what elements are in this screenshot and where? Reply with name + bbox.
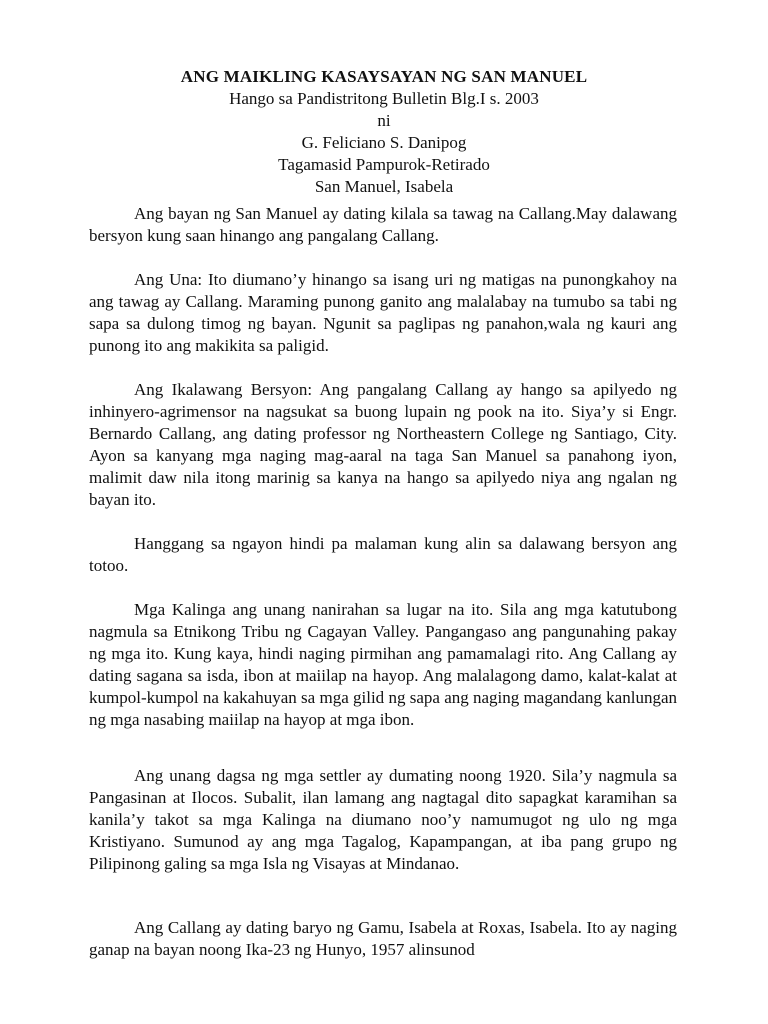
document-body xyxy=(89,203,677,961)
paragraph-7: Ang Callang ay dating baryo ng Gamu, Isabela at Roxas, Isabela. Ito ay naging ganap na bayan noong Ika-23 ng Hunyo, 1957 alinsunod xyxy=(89,918,677,959)
author-name: G. Feliciano S. Danipog xyxy=(301,133,467,152)
by-line: ni xyxy=(377,111,391,130)
author-place: San Manuel, Isabela xyxy=(314,177,454,196)
document-header xyxy=(0,66,768,198)
paragraph-2: Ang Una: Ito diumano’y hinango sa isang uri ng matigas na punongkahoy na ang tawag ay Callang. Maraming punong ganito ang malalabay na tumubo sa tabi ng sapa sa dulong timog ng bayan. Ngunit sa paglipas ng panahon,wala ng kauri ang punong ito ang makikita sa paligid. xyxy=(89,270,677,355)
source-line: Hango sa Pandistritong Bulletin Blg.I s. 2003 xyxy=(229,89,539,108)
paragraph-4: Hanggang sa ngayon hindi pa malaman kung alin sa dalawang bersyon ang totoo. xyxy=(89,534,677,575)
paragraph-6: Ang unang dagsa ng mga settler ay dumating noong 1920. Sila’y nagmula sa Pangasinan at Ilocos. Subalit, ilan lamang ang nagtagal dito sapagkat karamihan sa kanila’y takot sa mga Kalinga na diumano noo’y namumugot ng ulo ng mga Kristiyano. Sumunod ay ang mga Tagalog, Kapampangan, at iba pang grupo ng Pilipinong galing sa mga Isla ng Visayas at Mindanao. xyxy=(89,766,677,873)
paragraph-5: Mga Kalinga ang unang nanirahan sa lugar na ito. Sila ang mga katutubong nagmula sa Etnikong Tribu ng Cagayan Valley. Pangangaso ang pangunahing pakay ng mga ito. Kung kaya, hindi naging pirmihan ang pamamalagi rito. Ang Callang ay dating sagana sa isda, ibon at maiilap na hayop. Ang malalagong damo, kalat-kalat at kumpol-kumpol na kakahuyan sa mga gilid ng sapa ang naging magandang kanlungan ng mga nasabing maiilap na hayop at mga ibon. xyxy=(89,600,677,729)
author-position: Tagamasid Pampurok-Retirado xyxy=(278,155,490,174)
document-title: ANG MAIKLING KASAYSAYAN NG SAN MANUEL xyxy=(180,67,588,86)
paragraph-1: Ang bayan ng San Manuel ay dating kilala sa tawag na Callang.May dalawang bersyon kung saan hinango ang pangalang Callang. xyxy=(89,204,677,245)
paragraph-3: Ang Ikalawang Bersyon: Ang pangalang Callang ay hango sa apilyedo ng inhinyero-agrimensor na nagsukat sa buong lupain ng pook na ito. Siya’y si Engr. Bernardo Callang, ang dating professor ng Northeastern College ng Santiago, City. Ayon sa kanyang mga naging mag-aaral na taga San Manuel sa panahong iyon, malimit daw nila itong marinig sa kanya na hango sa apilyedo niya ang ngalan ng bayan ito. xyxy=(89,380,677,509)
